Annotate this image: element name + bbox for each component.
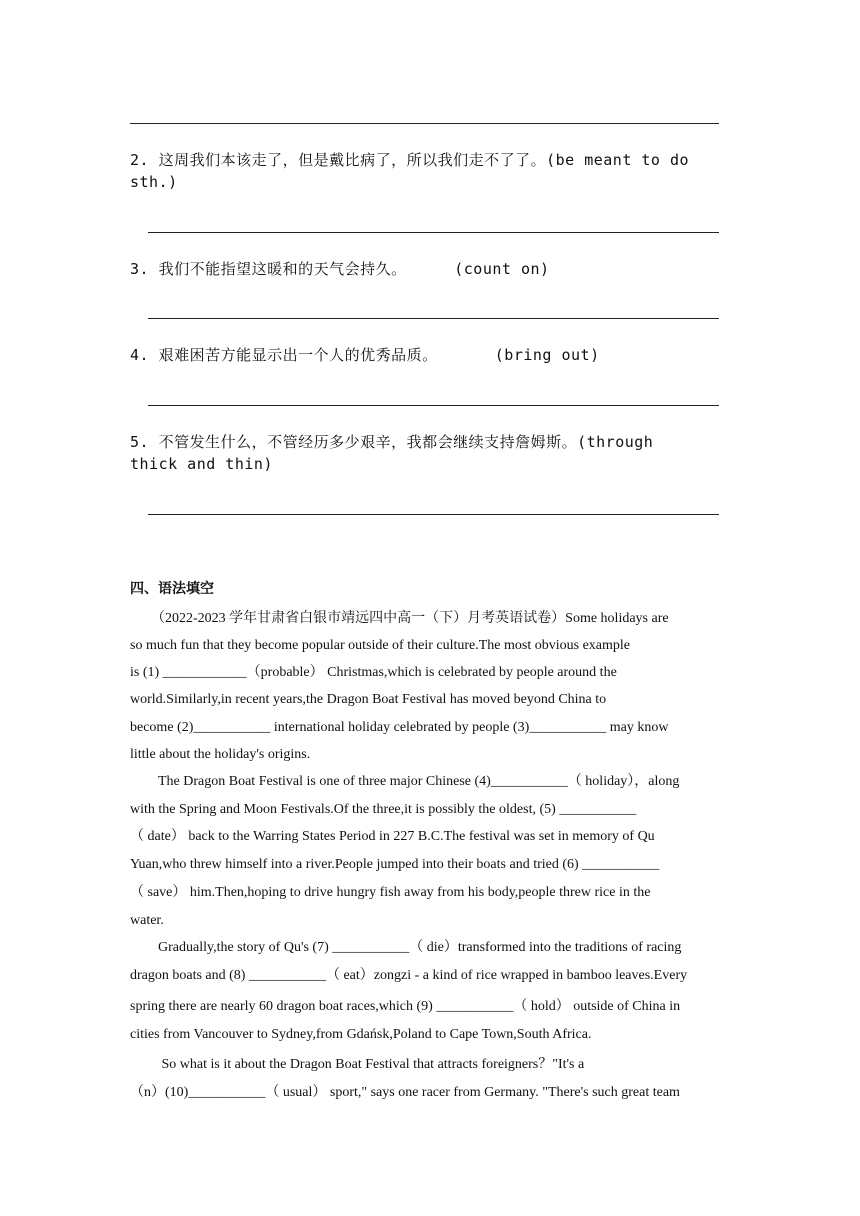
passage-line: The Dragon Boat Festival is one of three major Chinese (4)___________（ holiday），along	[130, 774, 680, 789]
question-5-line-1: 5. 不管发生什么，不管经历多少艰辛，我都会继续支持詹姆斯。(through	[130, 433, 654, 451]
question-2-line-2: sth.)	[130, 173, 178, 191]
passage-line: is (1) ____________（probable） Christmas,which is celebrated by people around the	[130, 665, 617, 680]
passage-line: become (2)___________ international holiday celebrated by people (3)___________ may know	[130, 720, 669, 735]
answer-line-q1	[130, 123, 719, 124]
answer-line-q2	[148, 232, 719, 233]
passage-line: So what is it about the Dragon Boat Festival that attracts foreigners？"It's a	[130, 1057, 585, 1072]
passage-line: world.Similarly,in recent years,the Dragon Boat Festival has moved beyond China to	[130, 692, 607, 707]
passage-line: spring there are nearly 60 dragon boat races,which (9) ___________（ hold） outside of China in	[130, 999, 681, 1014]
passage-line: so much fun that they become popular outside of their culture.The most obvious example	[130, 638, 630, 653]
passage-line: Yuan,who threw himself into a river.People jumped into their boats and tried (6) ___________	[130, 857, 660, 872]
answer-line-q4	[148, 405, 719, 406]
passage-line: little about the holiday's origins.	[130, 747, 311, 762]
question-5	[130, 431, 732, 475]
answer-line-q3	[148, 318, 719, 319]
passage-line: water.	[130, 913, 164, 928]
passage-line: （n）(10)___________（ usual） sport," says one racer from Germany. "There's such great team	[130, 1085, 680, 1100]
passage-line: cities from Vancouver to Sydney,from Gdańsk,Poland to Cape Town,South Africa.	[130, 1027, 592, 1042]
question-4: 4. 艰难困苦方能显示出一个人的优秀品质。 (bring out)	[130, 346, 600, 364]
answer-line-q5	[148, 514, 719, 515]
passage-line: （ save） him.Then,hoping to drive hungry fish away from his body,people threw rice in the	[130, 885, 651, 900]
passage-line: （ date） back to the Warring States Period in 227 B.C.The festival was set in memory of Qu	[130, 829, 655, 844]
passage-line: Gradually,the story of Qu's (7) ___________（ die）transformed into the traditions of racing	[130, 940, 682, 955]
passage-line: with the Spring and Moon Festivals.Of the three,it is possibly the oldest, (5) ___________	[130, 802, 637, 817]
passage-line: dragon boats and (8) ___________（ eat）zongzi - a kind of rice wrapped in bamboo leaves.Every	[130, 968, 688, 983]
question-3: 3. 我们不能指望这暖和的天气会持久。 (count on)	[130, 260, 550, 278]
question-2	[130, 149, 732, 193]
section-heading: 四、语法填空	[130, 581, 214, 597]
question-5-line-2: thick and thin)	[130, 455, 273, 473]
question-2-line-1: 2. 这周我们本该走了，但是戴比病了，所以我们走不了了。(be meant to do	[130, 151, 690, 169]
passage-line: （2022-2023 学年甘肃省白银市靖远四中高一（下）月考英语试卷）Some holidays are	[130, 611, 669, 626]
